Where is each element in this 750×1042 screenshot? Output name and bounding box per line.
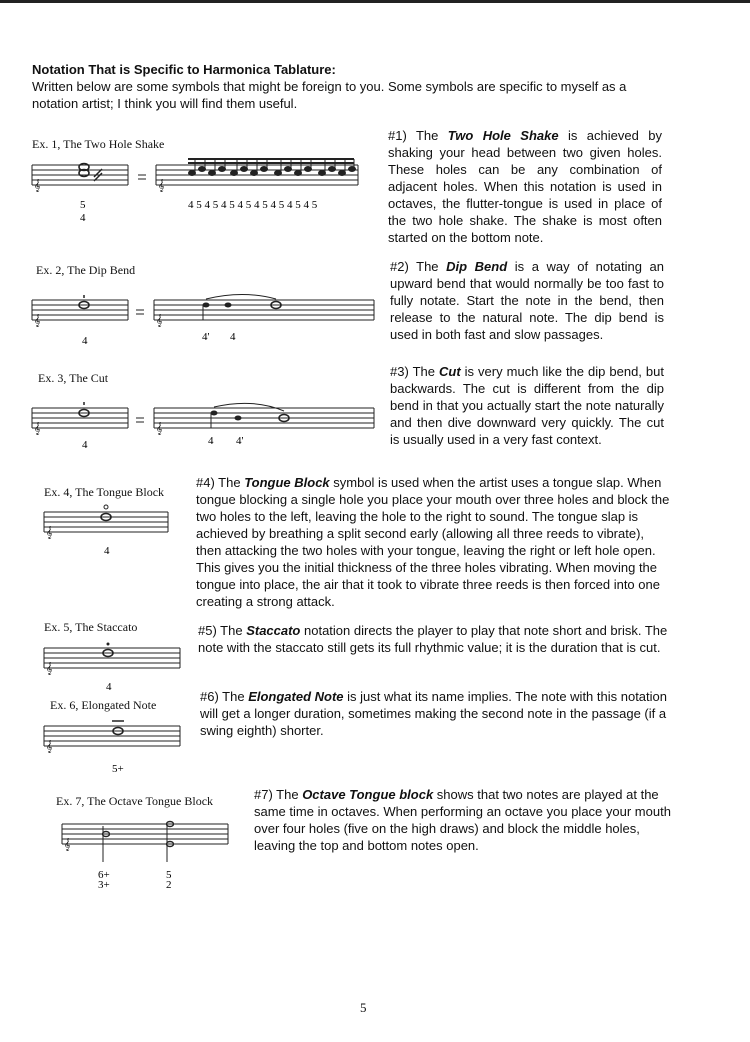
example-1-tab-left-top: 5 [80,199,86,211]
example-3-notation [28,398,378,458]
example-2-notation [28,290,378,350]
example-7-notation [58,814,238,894]
example-5-notation [40,640,190,700]
example-3-tab-right-2: 4' [236,435,244,447]
example-3-tab-right-1: 4 [208,435,214,447]
example-1-notation [28,155,368,235]
example-2-tab-left: 4 [82,335,88,347]
example-7-tab-2-bottom: 2 [166,879,172,891]
example-6-notation [40,716,190,776]
treble-clef-icon: 𝄞 [156,423,163,435]
treble-clef-icon: 𝄞 [158,180,165,192]
treble-clef-icon: 𝄞 [34,180,41,192]
example-1-description: #1) The Two Hole Shake is achieved by shaking your head between two given holes. These holes can be any combination of adjacent holes. When this notation is used in octaves, the flutter-tongue is used in place of the two hole shake. The shake is most often started on the bottom note. [388,128,662,245]
example-2-tab-right-2: 4 [230,331,236,343]
page-number: 5 [360,1000,367,1015]
example-2-caption: Ex. 2, The Dip Bend [36,263,136,277]
example-3-description: #3) The Cut is very much like the dip bend, but backwards. The cut is different from the dip bend in that you actually start the note naturally and then dive downward very quickly. The cut is usually used in a very fast context. [390,364,664,447]
example-6-tab: 5+ [112,763,124,775]
section-heading: Notation That is Specific to Harmonica Tablature: [32,62,336,77]
example-7-description: #7) The Octave Tongue block shows that two notes are played at the same time in octaves. When performing an octave you place your mouth over four holes (five on the high draws) and block the middle holes, leaving the top and bottom notes open. [254,787,671,853]
example-7-tab-2-top: 5 [166,869,172,881]
example-6-description: #6) The Elongated Note is just what its name implies. The note with this notation will get a longer duration, sometimes making the second note in the passage (if a swing eighth) shorter. [200,689,668,738]
example-1-caption: Ex. 1, The Two Hole Shake [32,137,165,151]
treble-clef-icon: 𝄞 [34,315,41,327]
example-2-tab-right-1: 4' [202,331,210,343]
example-5-description: #5) The Staccato notation directs the player to play that note short and brisk. The note with the staccato still gets its full rhythmic value; it is the duration that is cut. [198,623,668,655]
treble-clef-icon: 𝄞 [46,741,53,753]
example-1-tab-right: 4 5 4 5 4 5 4 5 4 5 4 5 4 5 4 5 [188,199,318,211]
example-7-tab-1-bottom: 3+ [98,879,110,891]
treble-clef-icon: 𝄞 [64,839,71,851]
example-6-caption: Ex. 6, Elongated Note [50,698,157,712]
example-5-tab: 4 [106,681,112,693]
example-3-caption: Ex. 3, The Cut [38,371,109,385]
example-2-description: #2) The Dip Bend is a way of notating an upward bend that would normally be too fast to fully notate. Start the note in the bend, then release to the natural note. The dip bend is used in both fast and slow passages. [390,259,664,342]
treble-clef-icon: 𝄞 [34,423,41,435]
treble-clef-icon: 𝄞 [156,315,163,327]
example-7-caption: Ex. 7, The Octave Tongue Block [56,794,214,808]
top-rule [0,0,750,3]
example-5-caption: Ex. 5, The Staccato [44,620,138,634]
example-4-tab: 4 [104,545,110,557]
example-4-notation [40,504,180,564]
example-4-description: #4) The Tongue Block symbol is used when the artist uses a tongue slap. When tongue blocking a single hole you place your mouth over three holes and block the two holes to the left, leaving the hole to the right to sound. The tongue slap is achieved by breathing a split second early (allowing all three reeds to vibrate), then attacking the two holes with your tongue, leaving the right or left hole open. This gives you the initial thickness of the three holes vibrating. When moving the tongue into place, the air that it took to vibrate three reeds is then forced into one creating a strong attack. [196,475,670,609]
example-3-tab-left: 4 [82,439,88,451]
intro-paragraph: Written below are some symbols that might be foreign to you. Some symbols are specific to myself as a notation artist; I think you will find them useful. [32,79,627,111]
treble-clef-icon: 𝄞 [46,527,53,539]
example-1-tab-left-bottom: 4 [80,212,86,224]
treble-clef-icon: 𝄞 [46,663,53,675]
example-7-tab-1-top: 6+ [98,869,110,881]
example-4-caption: Ex. 4, The Tongue Block [44,485,165,499]
